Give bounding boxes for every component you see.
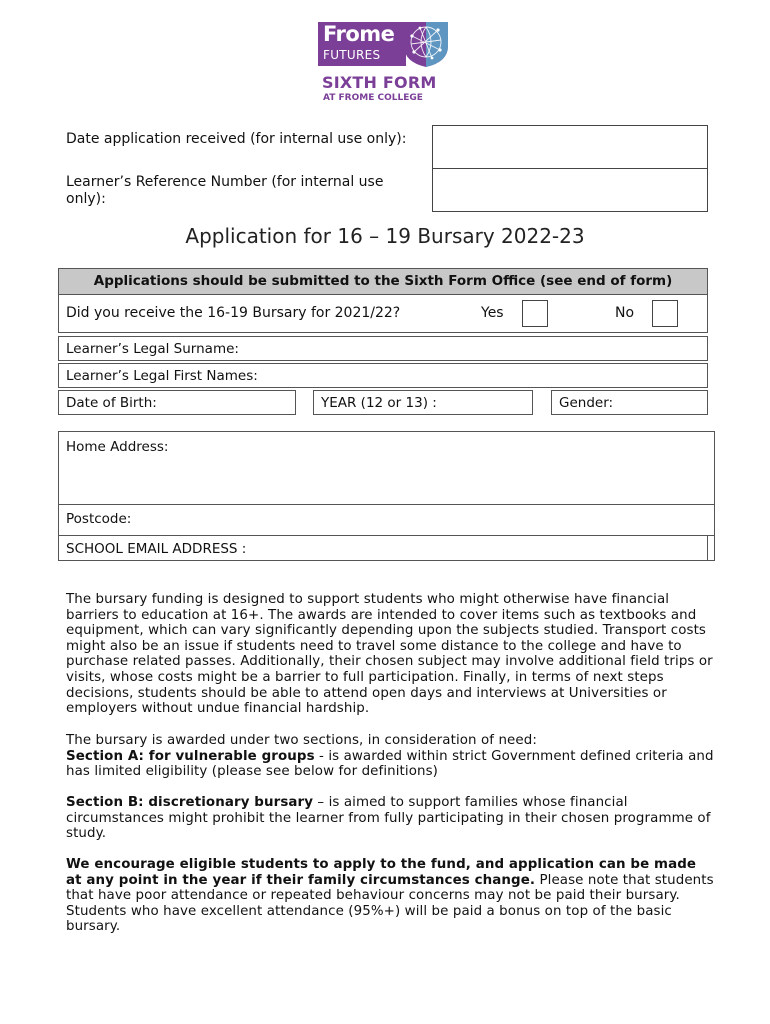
postcode-label: Postcode: bbox=[66, 511, 132, 527]
reference-number-label: Learner’s Reference Number (for internal use only): bbox=[66, 174, 384, 207]
form-title: Application for 16 – 19 Bursary 2022-23 bbox=[185, 224, 585, 248]
section-b-title: Section B: discretionary bursary bbox=[66, 795, 314, 810]
year-field[interactable] bbox=[313, 390, 533, 415]
intro-paragraph: The bursary funding is designed to support students who might otherwise have financial barriers to education at 16+. The awards are intended to cover items such as textbooks and equipment, which can vary significantly depending upon the subjects studied. Transport costs might also be an issue if students need to travel some distance to the college and have to purchase related passes. Additionally, their chosen subject may involve additional field trips or visits, whose costs might be a barrier to full participation. Finally, in terms of next steps decisions, students should be able to attend open days and interviews at Universities or employers without undue financial hardship. bbox=[66, 592, 713, 717]
sections-intro: The bursary is awarded under two sections, in consideration of need: bbox=[66, 733, 537, 748]
encourage-paragraph: We encourage eligible students to apply to the fund, and application can be made at any point in the year if their family circumstances change. Please note that students that have poor attendance or repeated behaviour concerns may not be paid their bursary. Students who have excellent attendance (95%+) will be paid a bonus on top of the basic bursary. bbox=[66, 857, 714, 935]
dob-label: Date of Birth: bbox=[66, 395, 157, 411]
first-names-field[interactable] bbox=[58, 363, 708, 388]
previous-bursary-question: Did you receive the 16-19 Bursary for 2021/22? bbox=[66, 305, 401, 321]
logo-brand-sub: FUTURES bbox=[323, 48, 381, 62]
logo-globe-icon bbox=[400, 20, 452, 68]
gender-label: Gender: bbox=[559, 395, 614, 411]
logo-title: SIXTH FORM bbox=[322, 73, 437, 92]
first-names-label: Learner’s Legal First Names: bbox=[66, 368, 258, 384]
yes-label: Yes bbox=[481, 305, 504, 321]
reference-number-field[interactable] bbox=[432, 168, 708, 212]
logo-subtitle: AT FROME COLLEGE bbox=[323, 93, 423, 103]
date-received-field[interactable] bbox=[432, 125, 708, 169]
home-address-field[interactable] bbox=[58, 431, 715, 505]
surname-label: Learner’s Legal Surname: bbox=[66, 341, 239, 357]
home-address-label: Home Address: bbox=[66, 439, 169, 455]
school-email-field[interactable] bbox=[58, 535, 715, 561]
section-a-text: Section A: for vulnerable groups - is awarded within strict Government defined criteria and has limited eligibility (please see below for definitions) bbox=[66, 748, 714, 780]
sections-paragraph bbox=[66, 733, 716, 780]
logo-brand: Frome bbox=[323, 22, 395, 46]
no-label: No bbox=[615, 305, 635, 321]
surname-field[interactable] bbox=[58, 336, 708, 361]
no-checkbox[interactable] bbox=[652, 300, 678, 327]
year-label: YEAR (12 or 13) : bbox=[321, 395, 437, 411]
date-received-label: Date application received (for internal use only): bbox=[66, 131, 407, 147]
email-field-divider bbox=[707, 536, 708, 560]
postcode-field[interactable] bbox=[58, 504, 715, 536]
section-a-title: Section A: for vulnerable groups bbox=[66, 748, 315, 764]
gender-field[interactable] bbox=[551, 390, 708, 415]
yes-checkbox[interactable] bbox=[522, 300, 548, 327]
frome-futures-logo bbox=[318, 20, 454, 104]
section-b-paragraph: Section B: discretionary bursary – is aimed to support families whose financial circumstances might prohibit the learner from fully participating in their chosen programme of study. bbox=[66, 795, 711, 842]
dob-field[interactable] bbox=[58, 390, 296, 415]
school-email-label: SCHOOL EMAIL ADDRESS : bbox=[66, 541, 247, 557]
submission-banner: Applications should be submitted to the Sixth Form Office (see end of form) bbox=[58, 268, 708, 295]
previous-bursary-row bbox=[58, 294, 708, 333]
encourage-bold: We encourage eligible students to apply to the fund, and application can be made at any point in the year if their family circumstances change. bbox=[66, 857, 697, 888]
